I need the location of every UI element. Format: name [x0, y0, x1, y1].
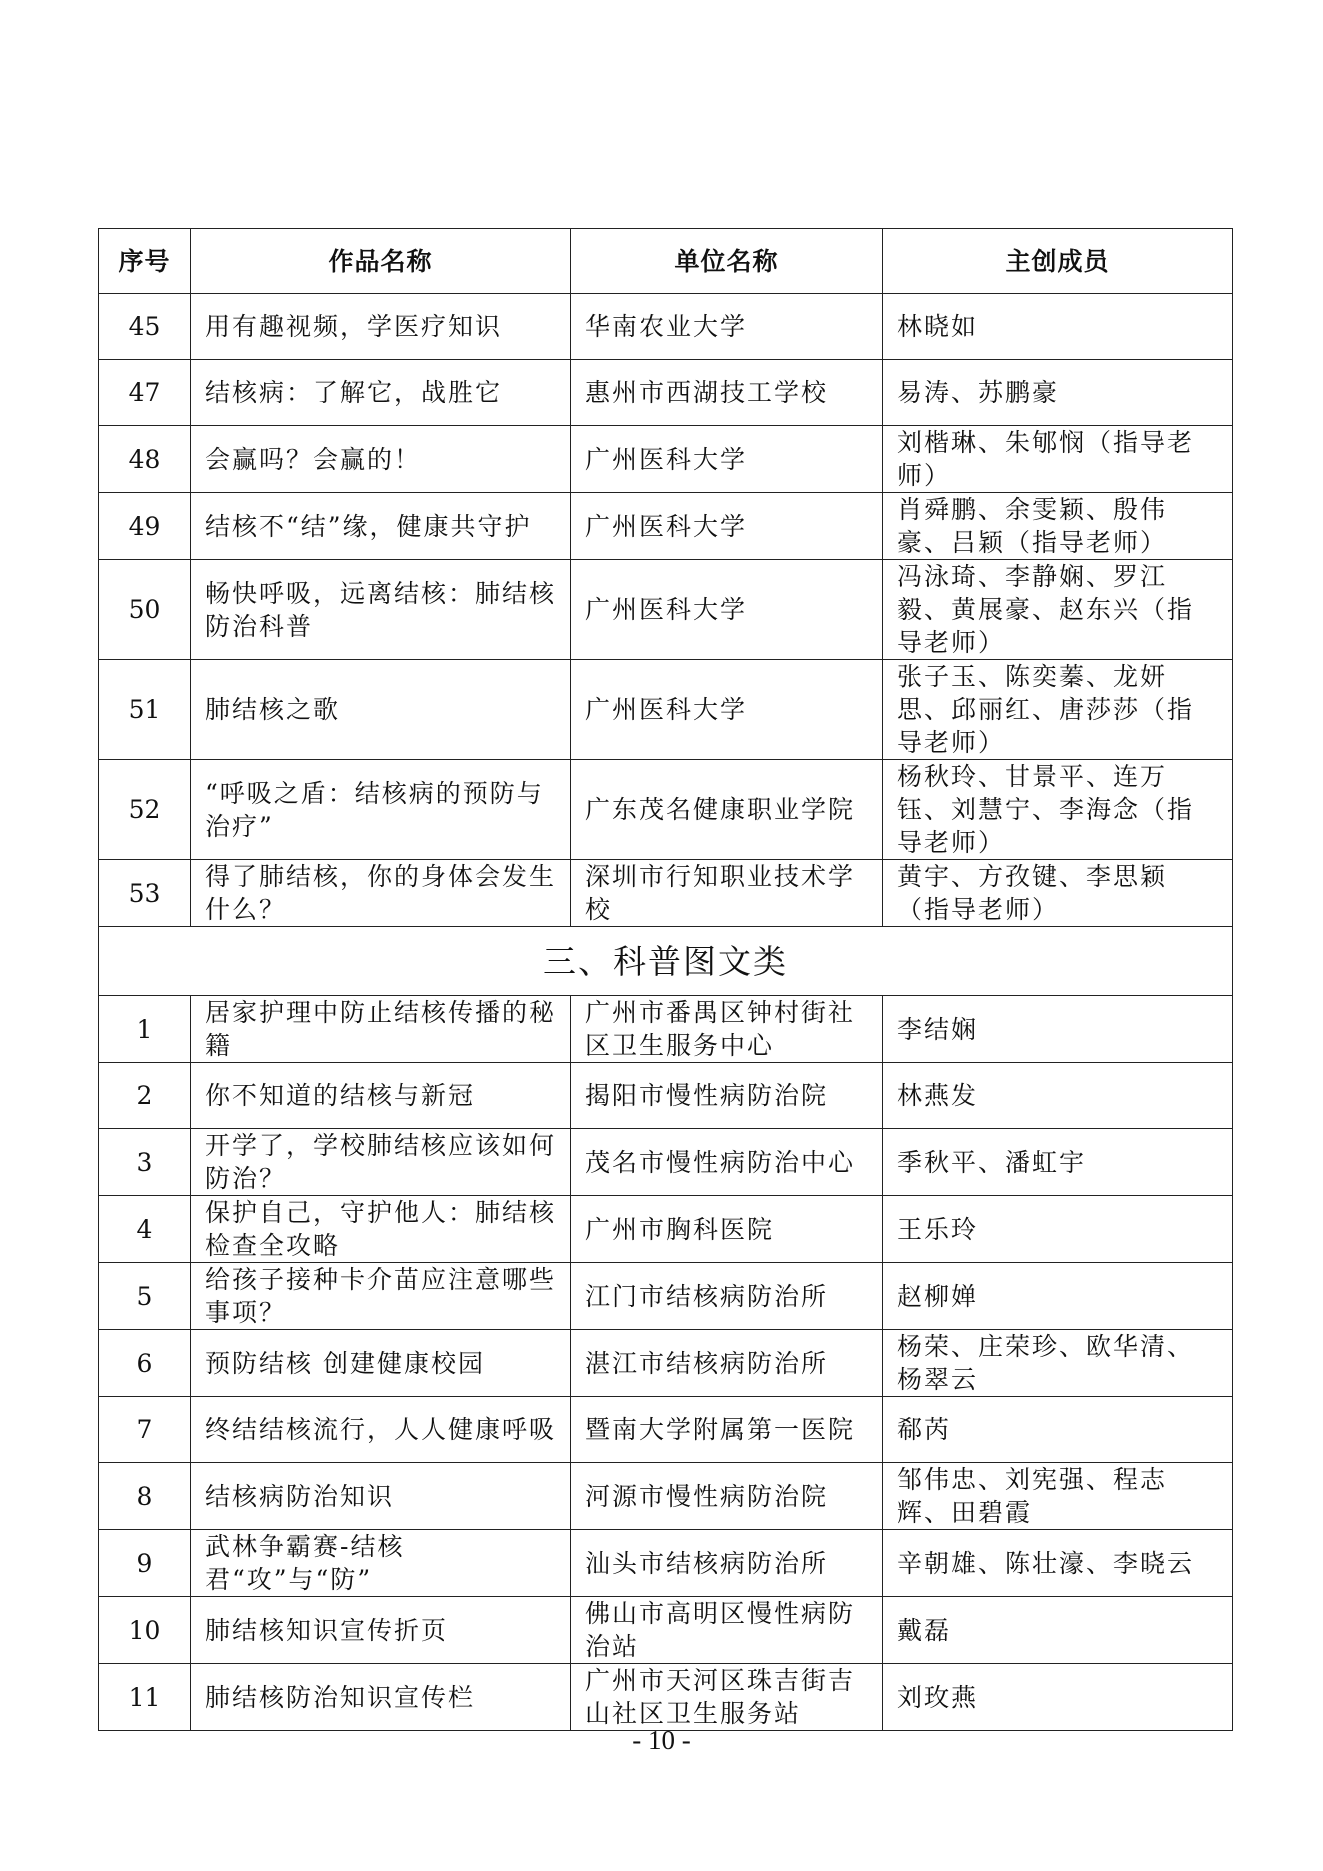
members-cell: 邹伟忠、刘宪强、程志辉、田碧霞	[883, 1463, 1233, 1530]
serial-cell: 10	[99, 1597, 191, 1664]
members-cell: 王乐玲	[883, 1196, 1233, 1263]
serial-cell: 45	[99, 294, 191, 360]
table-row	[99, 1530, 1233, 1597]
table-row	[99, 360, 1233, 426]
unit-name-cell: 汕头市结核病防治所	[571, 1530, 883, 1597]
work-title-cell: 畅快呼吸，远离结核：肺结核防治科普	[191, 560, 571, 660]
serial-cell: 50	[99, 560, 191, 660]
table-row	[99, 1063, 1233, 1129]
work-title-cell: 肺结核防治知识宣传栏	[191, 1664, 571, 1731]
members-cell: 辛朝雄、陈壮濠、李晓云	[883, 1530, 1233, 1597]
table-row	[99, 760, 1233, 860]
work-title-cell: “呼吸之盾：结核病的预防与治疗”	[191, 760, 571, 860]
table-row	[99, 1129, 1233, 1196]
unit-name-cell: 广州医科大学	[571, 426, 883, 493]
unit-name-cell: 华南农业大学	[571, 294, 883, 360]
unit-name-cell: 湛江市结核病防治所	[571, 1330, 883, 1397]
page-number: - 10 -	[632, 1725, 691, 1755]
work-title-cell: 开学了，学校肺结核应该如何防治？	[191, 1129, 571, 1196]
unit-name-cell: 广州医科大学	[571, 660, 883, 760]
work-title-cell: 用有趣视频，学医疗知识	[191, 294, 571, 360]
members-cell: 易涛、苏鹏豪	[883, 360, 1233, 426]
members-cell: 刘楷琳、朱郇悯（指导老师）	[883, 426, 1233, 493]
table-row	[99, 660, 1233, 760]
members-cell: 季秋平、潘虹宇	[883, 1129, 1233, 1196]
unit-name-cell: 广州市番禺区钟村街社区卫生服务中心	[571, 996, 883, 1063]
serial-cell: 52	[99, 760, 191, 860]
table-row	[99, 860, 1233, 927]
serial-cell: 5	[99, 1263, 191, 1330]
table-row	[99, 560, 1233, 660]
unit-name-cell: 茂名市慢性病防治中心	[571, 1129, 883, 1196]
members-cell: 戴磊	[883, 1597, 1233, 1664]
unit-name-cell: 佛山市高明区慢性病防治站	[571, 1597, 883, 1664]
work-title-cell: 武林争霸赛-结核君“攻”与“防”	[191, 1530, 571, 1597]
unit-name-cell: 广东茂名健康职业学院	[571, 760, 883, 860]
members-cell: 郗芮	[883, 1397, 1233, 1463]
section-row	[99, 927, 1233, 996]
work-title-cell: 居家护理中防止结核传播的秘籍	[191, 996, 571, 1063]
work-title-cell: 保护自己，守护他人：肺结核检查全攻略	[191, 1196, 571, 1263]
serial-cell: 2	[99, 1063, 191, 1129]
graphic-category-rows	[99, 996, 1233, 1731]
work-title-cell: 结核不“结”缘，健康共守护	[191, 493, 571, 560]
work-title-cell: 结核病：了解它，战胜它	[191, 360, 571, 426]
table-header-row	[99, 229, 1233, 294]
work-title-cell: 会赢吗？会赢的！	[191, 426, 571, 493]
table-row	[99, 1597, 1233, 1664]
members-cell: 林燕发	[883, 1063, 1233, 1129]
serial-cell: 49	[99, 493, 191, 560]
unit-name-cell: 惠州市西湖技工学校	[571, 360, 883, 426]
members-cell: 冯泳琦、李静娴、罗江毅、黄展豪、赵东兴（指导老师）	[883, 560, 1233, 660]
serial-cell: 8	[99, 1463, 191, 1530]
table-row	[99, 426, 1233, 493]
table-row	[99, 294, 1233, 360]
work-title-cell: 肺结核之歌	[191, 660, 571, 760]
work-title-cell: 肺结核知识宣传折页	[191, 1597, 571, 1664]
unit-name-cell: 河源市慢性病防治院	[571, 1463, 883, 1530]
members-cell: 张子玉、陈奕蓁、龙妍思、邱丽红、唐莎莎（指导老师）	[883, 660, 1233, 760]
members-cell: 李结娴	[883, 996, 1233, 1063]
table-row	[99, 1263, 1233, 1330]
members-cell: 刘玫燕	[883, 1664, 1233, 1731]
table-row	[99, 996, 1233, 1063]
work-title-cell: 得了肺结核，你的身体会发生什么？	[191, 860, 571, 927]
members-cell: 杨荣、庄荣珍、欧华清、杨翠云	[883, 1330, 1233, 1397]
unit-name-cell: 广州市天河区珠吉街吉山社区卫生服务站	[571, 1664, 883, 1731]
members-cell: 黄宇、方孜键、李思颖（指导老师）	[883, 860, 1233, 927]
header-serial: 序号	[99, 229, 191, 294]
serial-cell: 53	[99, 860, 191, 927]
header-work-title: 作品名称	[191, 229, 571, 294]
serial-cell: 48	[99, 426, 191, 493]
table-row	[99, 1664, 1233, 1731]
members-cell: 赵柳婵	[883, 1263, 1233, 1330]
work-title-cell: 结核病防治知识	[191, 1463, 571, 1530]
serial-cell: 9	[99, 1530, 191, 1597]
serial-cell: 1	[99, 996, 191, 1063]
unit-name-cell: 广州医科大学	[571, 560, 883, 660]
table-row	[99, 1330, 1233, 1397]
serial-cell: 11	[99, 1664, 191, 1731]
unit-name-cell: 广州医科大学	[571, 493, 883, 560]
table-row	[99, 1196, 1233, 1263]
work-title-cell: 给孩子接种卡介苗应注意哪些事项？	[191, 1263, 571, 1330]
work-title-cell: 你不知道的结核与新冠	[191, 1063, 571, 1129]
header-unit-name: 单位名称	[571, 229, 883, 294]
serial-cell: 51	[99, 660, 191, 760]
members-cell: 杨秋玲、甘景平、连万钰、刘慧宁、李海念（指导老师）	[883, 760, 1233, 860]
section-title: 三、科普图文类	[99, 927, 1233, 996]
serial-cell: 47	[99, 360, 191, 426]
award-table	[98, 228, 1233, 1731]
members-cell: 肖舜鹏、余雯颖、殷伟豪、吕颖（指导老师）	[883, 493, 1233, 560]
unit-name-cell: 江门市结核病防治所	[571, 1263, 883, 1330]
work-title-cell: 终结结核流行，人人健康呼吸	[191, 1397, 571, 1463]
header-members: 主创成员	[883, 229, 1233, 294]
unit-name-cell: 揭阳市慢性病防治院	[571, 1063, 883, 1129]
table-row	[99, 1463, 1233, 1530]
serial-cell: 4	[99, 1196, 191, 1263]
table-row	[99, 493, 1233, 560]
table-row	[99, 1397, 1233, 1463]
video-category-rows	[99, 294, 1233, 927]
unit-name-cell: 广州市胸科医院	[571, 1196, 883, 1263]
serial-cell: 7	[99, 1397, 191, 1463]
unit-name-cell: 深圳市行知职业技术学校	[571, 860, 883, 927]
work-title-cell: 预防结核 创建健康校园	[191, 1330, 571, 1397]
serial-cell: 6	[99, 1330, 191, 1397]
unit-name-cell: 暨南大学附属第一医院	[571, 1397, 883, 1463]
members-cell: 林晓如	[883, 294, 1233, 360]
serial-cell: 3	[99, 1129, 191, 1196]
